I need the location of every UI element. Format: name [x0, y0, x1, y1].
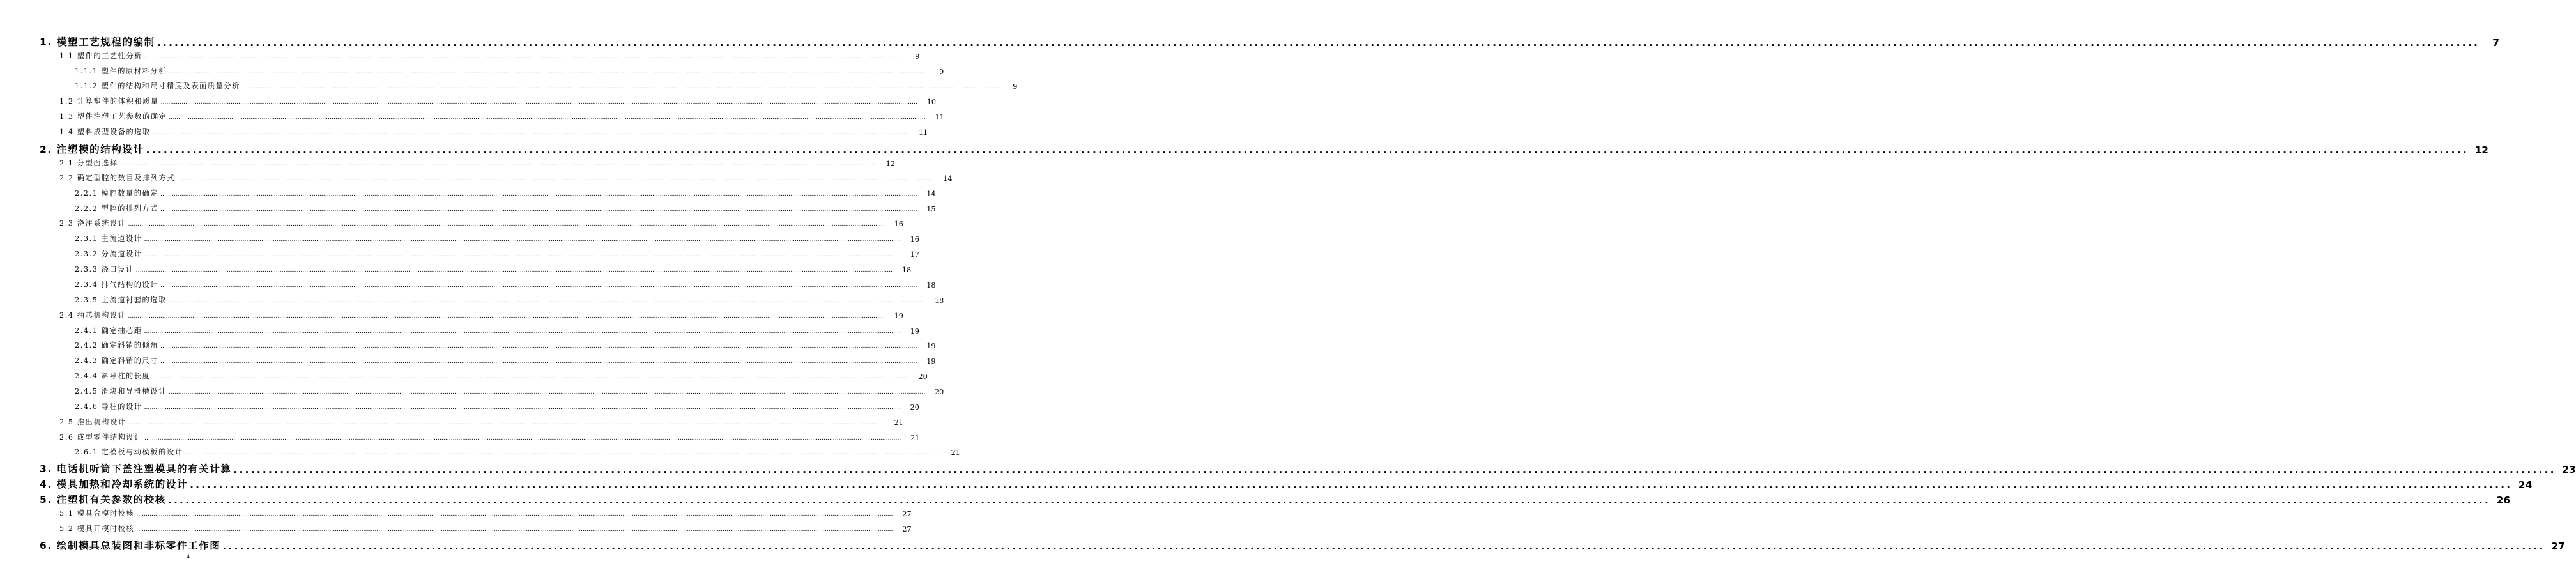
toc-entry-level-3[interactable]	[75, 265, 912, 274]
toc-entry-title: 2.3 浇注系统设计	[59, 219, 126, 227]
dot-leader: ................................................................................................................................................................................................................................................................................................................................................................................................................	[168, 389, 926, 396]
toc-entry-level-2[interactable]	[59, 96, 936, 106]
toc-entry-title: 1.1 塑件的工艺性分析	[59, 52, 143, 60]
toc-entry-page-number: 19	[894, 312, 903, 320]
toc-entry-title: 2.2 确定型腔的数目及排列方式	[59, 174, 176, 182]
dot-leader: ................................................................................................................................................................................................................................................................................................................................................................................................................	[128, 420, 885, 426]
toc-entry-level-2[interactable]	[59, 524, 912, 534]
dot-leader: ................................................................................................................................................................................................................................................................................................................................................................................................................	[144, 252, 901, 258]
toc-entry-page-number: 24	[2518, 479, 2533, 491]
toc-entry-page-number: 19	[910, 327, 919, 335]
toc-entry-title: 1.2 计算塑件的体积和质量	[59, 97, 159, 105]
toc-entry-title: 5.1 模具合模时校核	[59, 509, 135, 518]
dot-leader: ................................................................................................................................................................................................................................................................................................................................................................................................................	[144, 236, 901, 243]
dot-leader: ................................................................................................................................................................................................................................................................................................................................................................................................................	[169, 114, 926, 121]
toc-entry-level-3[interactable]	[75, 81, 1018, 91]
toc-entry-title: 6. 绘制模具总装图和非标零件工作图	[40, 540, 221, 551]
page-number: 4	[187, 553, 190, 560]
toc-entry-title: 1. 模塑工艺规程的编制	[40, 36, 155, 48]
toc-entry-page-number: 10	[926, 98, 936, 106]
toc-entry-level-3[interactable]	[75, 204, 936, 213]
dot-leader: ................................................................................................................................................................................................................................................................................................................................................................................................................	[119, 161, 877, 167]
toc-entry-page-number: 18	[901, 266, 912, 274]
dot-leader: ................................................................................................................................................................................................................................................................................................................................................................................................................	[144, 435, 901, 442]
toc-entry-level-3[interactable]	[75, 295, 944, 305]
toc-entry-title: 2.4 抽芯机构设计	[59, 311, 126, 319]
toc-entry-title: 2.5 推出机构设计	[59, 418, 126, 426]
dot-leader: ................................................................................................................................................................................................................................................................................................................................................................................................................	[128, 313, 885, 319]
toc-entry-title: 2.4.5 滑块和导滑槽设计	[75, 387, 167, 396]
toc-entry-title: 1.1.2 塑件的结构和尺寸精度及表面质量分析	[75, 82, 241, 90]
toc-entry-level-3[interactable]	[75, 402, 919, 411]
toc-entry-page-number: 21	[910, 434, 920, 442]
dot-leader: ................................................................................................................................................................................................................................................................................................................................................................................................................	[136, 526, 893, 533]
dot-leader: ................................................................................................................................................................................................................................................................................................................................................................................................................	[152, 374, 909, 380]
toc-entry-page-number: 14	[943, 174, 953, 183]
toc-entry-level-2[interactable]	[59, 433, 920, 442]
dot-leader: ................................................................................................................................................................................................................................................................................................................................................................................................................	[144, 54, 901, 60]
toc-entry-page-number: 9	[939, 68, 944, 76]
toc-entry-page-number: 16	[894, 220, 903, 228]
toc-entry-page-number: 20	[918, 373, 928, 381]
toc-entry-title: 2.3.2 分流道设计	[75, 250, 142, 258]
toc-entry-level-3[interactable]	[75, 188, 936, 198]
dot-leader: ................................................................................................................................................................................................................................................................................................................................................................................................................	[160, 282, 917, 289]
dot-leader: ................................................................................................................................................................................................................................................................................................................................................................................................................	[152, 130, 910, 136]
toc-entry-level-3[interactable]	[75, 66, 944, 76]
toc-entry-title: 2.2.1 模腔数量的确定	[75, 189, 159, 197]
toc-entry-title: 2.6.1 定模板与动模板的设计	[75, 448, 183, 456]
toc-entry-page-number: 27	[902, 510, 912, 518]
toc-entry-level-2[interactable]	[59, 112, 944, 121]
dot-leader: ................................................................................................................................................................................................................................................................................................................................................................................................................	[160, 191, 917, 197]
dot-leader: ................................................................................................................................................................................................................................................................................................................................................................................................................	[160, 358, 917, 365]
dot-leader: ................................................................................................................................................................................................................................................................................................................................................................................................................	[168, 298, 926, 304]
toc-entry-page-number: 11	[935, 113, 944, 121]
toc-entry-title: 2.4.3 确定斜销的尺寸	[75, 357, 159, 365]
toc-entry-page-number: 9	[1013, 82, 1018, 91]
toc-entry-level-3[interactable]	[75, 356, 936, 365]
toc-entry-page-number: 26	[2496, 495, 2511, 506]
dot-leader: ................................................................................................................................................................................................................................................................................................................................................................................................................	[136, 511, 893, 518]
toc-entry-page-number: 27	[902, 525, 912, 534]
toc-entry-level-3[interactable]	[75, 249, 919, 259]
toc-entry-page-number: 20	[910, 403, 919, 411]
toc-entry-title: 2.3.1 主流道设计	[75, 234, 142, 243]
toc-entry-level-2[interactable]	[59, 219, 903, 228]
toc-entry-level-2[interactable]	[59, 127, 928, 137]
toc-entry-title: 2.4.4 斜导柱的长度	[75, 372, 151, 380]
toc-entry-title: 2.1 分型面选择	[59, 159, 118, 167]
toc-entry-title: 2.3.5 主流道衬套的选取	[75, 296, 167, 304]
toc-entry-title: 3. 电话机听筒下盖注塑模具的有关计算	[40, 463, 232, 475]
dot-leader: ................................................................................................................................................................................................................................................................................................................................................................................................................	[167, 495, 2491, 506]
toc-entry-title: 1.1.1 塑件的原材料分析	[75, 67, 167, 75]
toc-entry-title: 2.3.3 浇口设计	[75, 265, 134, 273]
toc-entry-level-1[interactable]	[40, 143, 2488, 156]
dot-leader: ................................................................................................................................................................................................................................................................................................................................................................................................................	[168, 69, 926, 75]
dot-leader: ................................................................................................................................................................................................................................................................................................................................................................................................................	[135, 267, 893, 273]
toc-entry-page-number: 12	[885, 160, 896, 168]
toc-entry-level-2[interactable]	[59, 173, 953, 183]
toc-entry-title: 4. 模具加热和冷却系统的设计	[40, 479, 188, 490]
toc-entry-page-number: 18	[926, 281, 936, 289]
toc-entry-page-number: 27	[2551, 541, 2565, 552]
toc-entry-page-number: 11	[918, 128, 928, 137]
dot-leader: ................................................................................................................................................................................................................................................................................................................................................................................................................	[146, 144, 2469, 156]
dot-leader: ................................................................................................................................................................................................................................................................................................................................................................................................................	[222, 541, 2545, 552]
toc-entry-page-number: 19	[926, 342, 936, 350]
toc-entry-level-2[interactable]	[59, 158, 896, 168]
dot-leader: ................................................................................................................................................................................................................................................................................................................................................................................................................	[177, 176, 934, 182]
toc-entry-title: 2.6 成型零件结构设计	[59, 433, 143, 442]
dot-leader: ................................................................................................................................................................................................................................................................................................................................................................................................................	[128, 221, 885, 227]
toc-entry-title: 2. 注塑模的结构设计	[40, 144, 144, 155]
dot-leader: ................................................................................................................................................................................................................................................................................................................................................................................................................	[157, 37, 2480, 49]
dot-leader: ................................................................................................................................................................................................................................................................................................................................................................................................................	[190, 479, 2513, 491]
toc-entry-level-1[interactable]	[40, 539, 2565, 552]
dot-leader: ................................................................................................................................................................................................................................................................................................................................................................................................................	[160, 206, 917, 213]
toc-entry-level-3[interactable]	[75, 326, 919, 335]
toc-entry-title: 2.4.2 确定斜销的倾角	[75, 341, 159, 350]
toc-entry-level-3[interactable]	[75, 447, 960, 457]
toc-entry-level-1[interactable]	[40, 463, 2576, 475]
dot-leader: ................................................................................................................................................................................................................................................................................................................................................................................................................	[160, 343, 917, 350]
toc-entry-title: 2.4.1 确定抽芯距	[75, 327, 142, 335]
toc-entry-title: 5. 注塑机有关参数的校核	[40, 494, 166, 505]
toc-entry-level-3[interactable]	[75, 371, 928, 381]
toc-entry-level-1[interactable]	[40, 36, 2500, 49]
toc-entry-page-number: 21	[951, 449, 960, 457]
toc-entry-page-number: 18	[935, 296, 944, 305]
toc-entry-level-3[interactable]	[75, 280, 936, 289]
dot-leader: ................................................................................................................................................................................................................................................................................................................................................................................................................	[242, 84, 999, 90]
dot-leader: ................................................................................................................................................................................................................................................................................................................................................................................................................	[144, 328, 901, 335]
toc-entry-page-number: 15	[926, 205, 936, 213]
toc-entry-level-3[interactable]	[75, 387, 944, 396]
dot-leader: ................................................................................................................................................................................................................................................................................................................................................................................................................	[144, 404, 901, 411]
toc-entry-level-1[interactable]	[40, 493, 2511, 506]
toc-entry-page-number: 19	[926, 357, 936, 365]
toc-entry-title: 2.4.6 导柱的设计	[75, 403, 142, 411]
toc-entry-title: 2.3.4 排气结构的设计	[75, 280, 159, 289]
toc-entry-level-2[interactable]	[59, 417, 903, 427]
toc-entry-level-1[interactable]	[40, 478, 2533, 491]
toc-entry-title: 2.2.2 型腔的排列方式	[75, 204, 159, 213]
toc-entry-page-number: 14	[926, 190, 936, 198]
dot-leader: ................................................................................................................................................................................................................................................................................................................................................................................................................	[233, 464, 2556, 475]
dot-leader: ................................................................................................................................................................................................................................................................................................................................................................................................................	[160, 99, 917, 105]
toc-entry-level-3[interactable]	[75, 234, 919, 243]
toc-entry-title: 1.4 塑料成型设备的选取	[59, 128, 151, 136]
toc-entry-page-number: 17	[910, 250, 919, 259]
toc-entry-page-number: 16	[910, 235, 919, 243]
toc-entry-title: 1.3 塑件注塑工艺参数的确定	[59, 112, 167, 121]
toc-entry-level-2[interactable]	[59, 51, 920, 61]
toc-entry-page-number: 23	[2562, 464, 2576, 475]
toc-entry-page-number: 7	[2492, 37, 2500, 49]
toc-entry-level-3[interactable]	[75, 341, 936, 350]
toc-entry-title: 5.2 模具开模时校核	[59, 525, 135, 533]
toc-entry-page-number: 12	[2474, 144, 2488, 156]
toc-entry-level-2[interactable]	[59, 311, 903, 320]
toc-entry-page-number: 20	[935, 388, 944, 396]
toc-entry-level-2[interactable]	[59, 509, 912, 518]
dot-leader: ................................................................................................................................................................................................................................................................................................................................................................................................................	[185, 450, 942, 456]
toc-entry-page-number: 21	[894, 419, 903, 427]
toc-entry-page-number: 9	[915, 52, 920, 61]
